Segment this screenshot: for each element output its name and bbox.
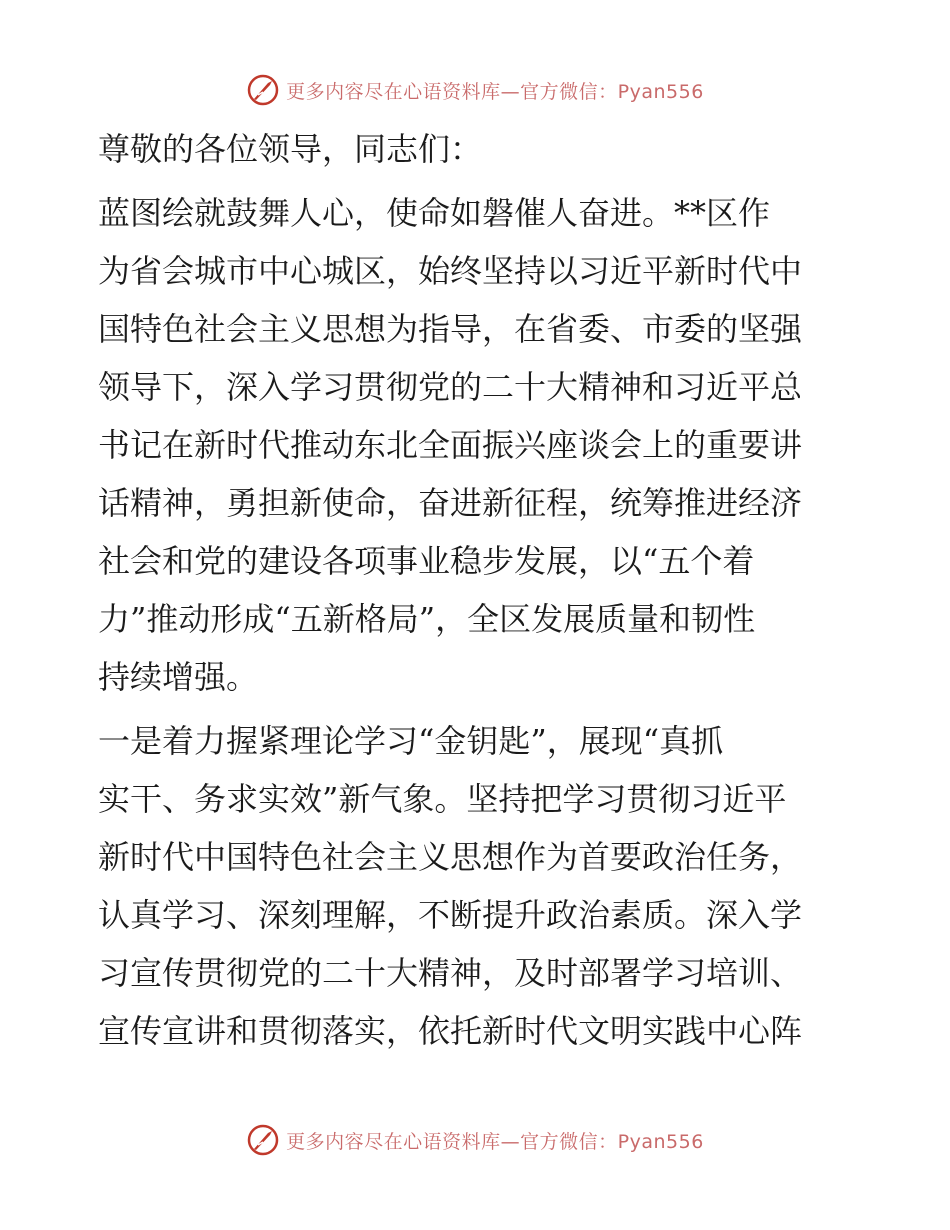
paragraph-line: 实干、务求实效”新气象。坚持把学习贯彻习近平: [98, 780, 787, 818]
paragraph-line: 持续增强。: [98, 658, 259, 696]
paragraph-line: 领导下，深入学习贯彻党的二十大精神和习近平总: [98, 368, 803, 406]
paragraph-line: 力”推动形成“五新格局”，全区发展质量和韧性: [98, 600, 756, 638]
watermark-text: 更多内容尽在心语资料库—官方微信：Pyan556: [286, 80, 704, 103]
footer-watermark: [0, 1120, 950, 1160]
quill-pen-logo-icon: [246, 73, 280, 107]
paragraph-line: 话精神，勇担新使命，奋进新征程，统筹推进经济: [98, 484, 803, 522]
header-watermark: [0, 70, 950, 110]
paragraph-line: 习宣传贯彻党的二十大精神，及时部署学习培训、: [98, 954, 803, 992]
paragraph-line: 国特色社会主义思想为指导，在省委、市委的坚强: [98, 310, 803, 348]
paragraph-line: 一是着力握紧理论学习“金钥匙”，展现“真抓: [98, 722, 724, 760]
paragraph-line: 书记在新时代推动东北全面振兴座谈会上的重要讲: [98, 426, 803, 464]
paragraph-line: 为省会城市中心城区，始终坚持以习近平新时代中: [98, 252, 803, 290]
quill-pen-logo-icon: [246, 1123, 280, 1157]
paragraph-line: 新时代中国特色社会主义思想作为首要政治任务，: [98, 838, 803, 876]
watermark-text: 更多内容尽在心语资料库—官方微信：Pyan556: [286, 1130, 704, 1153]
document-body: [98, 120, 850, 1060]
paragraph-line: 蓝图绘就鼓舞人心，使命如磐催人奋进。**区作: [98, 194, 771, 232]
paragraph-line: 社会和党的建设各项事业稳步发展，以“五个着: [98, 542, 755, 580]
paragraph-line: 认真学习、深刻理解，不断提升政治素质。深入学: [98, 896, 803, 934]
paragraph-line: 宣传宣讲和贯彻落实，依托新时代文明实践中心阵: [98, 1012, 803, 1050]
salutation-line: 尊敬的各位领导，同志们：: [98, 130, 483, 168]
